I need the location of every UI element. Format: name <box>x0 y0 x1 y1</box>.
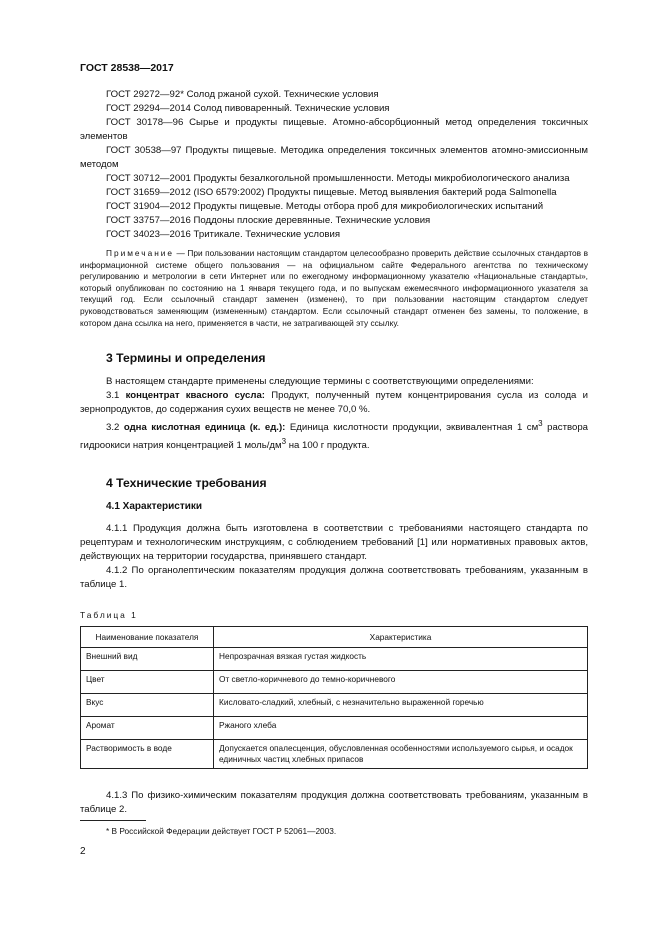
table-row <box>81 739 588 768</box>
superscript: 3 <box>281 437 287 447</box>
table-cell: Внешний вид <box>81 647 214 670</box>
reference-item: ГОСТ 33757—2016 Поддоны плоские деревянные. Технические условия <box>106 215 431 226</box>
reference-item: ГОСТ 30712—2001 Продукты безалкогольной промышленности. Методы микробиологического анализа <box>106 173 570 184</box>
document-header: ГОСТ 28538—2017 <box>80 62 174 74</box>
reference-list <box>80 88 588 242</box>
table-header-cell: Характеристика <box>214 626 588 647</box>
table-cell: Аромат <box>81 716 214 739</box>
table-cell: Растворимость в воде <box>81 739 214 768</box>
paragraph-4-1-1: 4.1.1 Продукция должна быть изготовлена в соответствии с требованиями настоящего стандарта по рецептурам и технологическим инструкциям, с соблюдением требований [1] или нормативных правовых актов, действующих на территории государства, принявшего стандарт. <box>80 522 588 562</box>
term-number: 3.2 <box>106 422 124 434</box>
note-text: — При пользовании настоящим стандартом целесообразно проверить действие ссылочных стандартов в информационной системе общего пользования — на официальном сайте Федерального агентства по техническому регулированию и метрологии в сети Интернет или по ежегодному информационному указателю «Национальные стандарты», который опубликован по состоянию на 1 января текущего года, и по выпускам ежемесячного информационного указателя за текущий год. Если ссылочный стандарт заменен (изменен), то при пользовании настоящим стандартом следует руководствоваться заменяющим (измененным) стандартом. Если ссылочный стандарт отменен без замены, то положение, в котором дана ссылка на него, применяется в части, не затрагивающей эту ссылку. <box>80 248 588 328</box>
reference-item: ГОСТ 34023—2016 Тритикале. Технические условия <box>106 229 341 240</box>
subsection-4-1-heading: 4.1 Характеристики <box>106 500 203 512</box>
footnote-divider <box>80 820 146 821</box>
section-3-heading: 3 Термины и определения <box>106 351 266 366</box>
table-cell: Непрозрачная вязкая густая жидкость <box>214 647 588 670</box>
note-paragraph <box>80 248 588 329</box>
term-3-2 <box>80 417 588 453</box>
term-definition-c: на 100 г продукта. <box>286 440 370 452</box>
section-3-intro: В настоящем стандарте применены следующие термины с соответствующими определениями: <box>106 376 534 388</box>
table-header-cell: Наименование показателя <box>81 626 214 647</box>
document-body <box>80 88 588 817</box>
table-cell: От светло-коричневого до темно-коричневого <box>214 670 588 693</box>
table-row <box>81 670 588 693</box>
term-number: 3.1 <box>106 390 126 402</box>
paragraph-4-1-2: 4.1.2 По органолептическим показателям продукция должна соответствовать требованиям, указанным в таблице 1. <box>80 564 588 590</box>
term-definition-b: раствора гидроокиси натрия концентрацией 1 моль/дм <box>80 422 588 452</box>
table-cell: Допускается опалесценция, обусловленная особенностями используемого сырья, и осадок единичных частиц хлебных припасов <box>214 739 588 768</box>
reference-item: ГОСТ 29272—92* Солод ржаной сухой. Технические условия <box>106 89 379 100</box>
table-cell: Ржаного хлеба <box>214 716 588 739</box>
reference-item: ГОСТ 31659—2012 (ISO 6579:2002) Продукты пищевые. Метод выявления бактерий рода Salmonella <box>106 187 557 198</box>
term-definition-a: Единица кислотности продукции, эквивалентная 1 см <box>285 422 539 434</box>
table-1 <box>80 626 588 769</box>
reference-item: ГОСТ 31904—2012 Продукты пищевые. Методы отбора проб для микробиологических испытаний <box>106 201 544 212</box>
note-label: Примечание <box>106 248 175 258</box>
reference-item: ГОСТ 29294—2014 Солод пивоваренный. Технические условия <box>106 103 390 114</box>
table-cell: Кисловато-сладкий, хлебный, с незначительно выраженной горечью <box>214 693 588 716</box>
term-name: одна кислотная единица (к. ед.): <box>123 422 286 434</box>
footnote: * В Российской Федерации действует ГОСТ Р 52061—2003. <box>106 826 337 836</box>
section-4-heading: 4 Технические требования <box>106 475 267 490</box>
paragraph-4-1-3: 4.1.3 По физико-химическим показателям продукция должна соответствовать требованиям, указанным в таблице 2. <box>80 789 588 815</box>
table-1-caption: Таблица 1 <box>80 609 138 620</box>
term-definition: Продукт, полученный путем концентрирования сусла из солода и зернопродуктов, до содержания сухих веществ не менее 70,0 %. <box>80 390 588 416</box>
reference-item: ГОСТ 30538—97 Продукты пищевые. Методика определения токсичных элементов атомно-эмиссионным методом <box>80 145 588 170</box>
table-row <box>81 716 588 739</box>
table-cell: Цвет <box>81 670 214 693</box>
term-3-1 <box>80 389 588 417</box>
page-number: 2 <box>80 846 86 857</box>
table-cell: Вкус <box>81 693 214 716</box>
superscript: 3 <box>538 419 543 429</box>
table-row <box>81 647 588 670</box>
reference-item: ГОСТ 30178—96 Сырье и продукты пищевые. Атомно-абсорбционный метод определения токсичных элементов <box>80 117 588 142</box>
term-name: концентрат квасного сусла: <box>125 390 265 402</box>
table-row <box>81 693 588 716</box>
table-header-row <box>81 626 588 647</box>
